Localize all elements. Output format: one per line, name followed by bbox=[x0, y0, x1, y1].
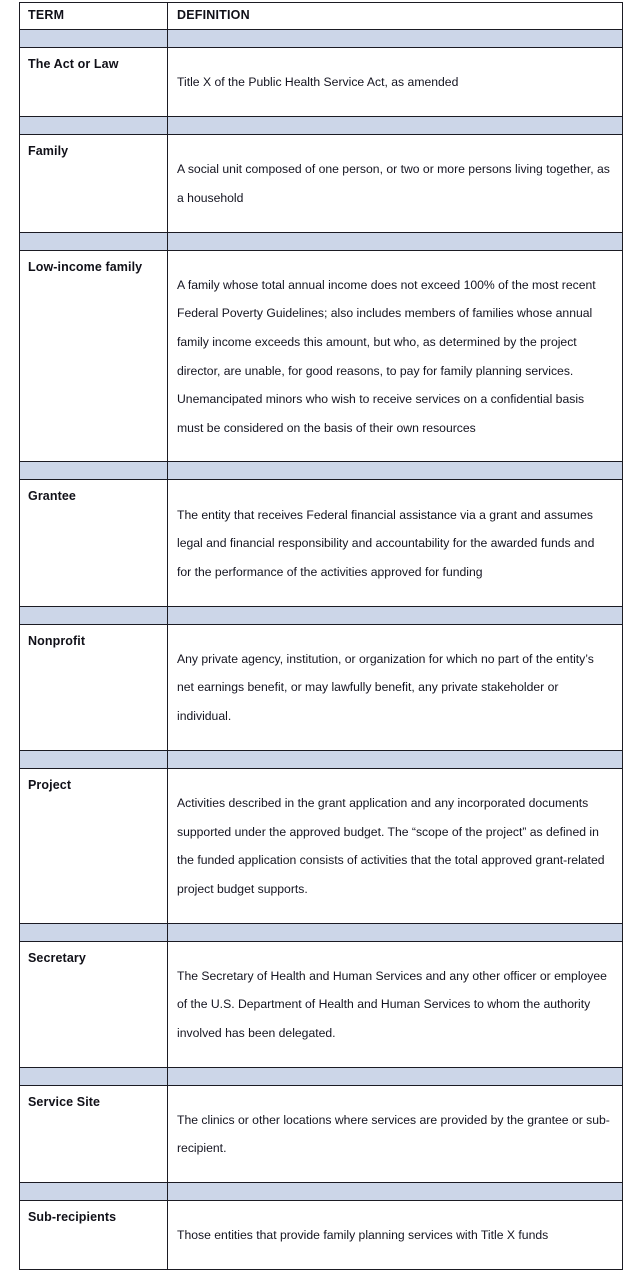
column-header-definition bbox=[168, 3, 623, 30]
term-label: Service Site bbox=[28, 1094, 101, 1109]
spacer-row bbox=[20, 30, 623, 48]
table-row bbox=[20, 48, 623, 117]
definition-text: Title X of the Public Health Service Act, as amended bbox=[177, 75, 459, 90]
term-label: The Act or Law bbox=[28, 57, 119, 71]
term-cell bbox=[20, 134, 168, 232]
term-cell bbox=[20, 768, 168, 923]
definition-cell bbox=[168, 1085, 623, 1183]
column-header-definition-label: DEFINITION bbox=[177, 8, 250, 22]
spacer-cell-term bbox=[20, 30, 168, 48]
definition-cell bbox=[168, 941, 623, 1067]
spacer-cell-definition bbox=[168, 232, 623, 250]
definition-cell bbox=[168, 480, 623, 606]
definition-text: A social unit composed of one person, or two or more persons living together, as a household bbox=[177, 162, 610, 205]
term-cell bbox=[20, 1201, 168, 1270]
spacer-cell-definition bbox=[168, 606, 623, 624]
definition-cell bbox=[168, 768, 623, 923]
term-label: Sub-recipients bbox=[28, 1210, 117, 1225]
spacer-cell-term bbox=[20, 923, 168, 941]
spacer-row bbox=[20, 923, 623, 941]
table-header-row bbox=[20, 3, 623, 30]
definition-text: The clinics or other locations where services are provided by the grantee or sub-recipient. bbox=[177, 1112, 610, 1156]
spacer-cell-definition bbox=[168, 116, 623, 134]
definition-cell bbox=[168, 48, 623, 117]
spacer-row bbox=[20, 1183, 623, 1201]
spacer-cell-definition bbox=[168, 750, 623, 768]
spacer-row bbox=[20, 606, 623, 624]
spacer-cell-term bbox=[20, 116, 168, 134]
spacer-cell-term bbox=[20, 232, 168, 250]
table-row bbox=[20, 134, 623, 232]
spacer-row bbox=[20, 116, 623, 134]
spacer-cell-definition bbox=[168, 462, 623, 480]
term-cell bbox=[20, 250, 168, 462]
spacer-row bbox=[20, 1067, 623, 1085]
definition-text: A family whose total annual income does not exceed 100% of the most recent Federal Poverty Guidelines; also includes members of families whose annual family income exceeds this amount, but who, as determined by the project director, are unable, for good reasons, to pay for family planning services. Unemancipated minors who wish to receive services on a confidential basis must be considered on the basis of their own resources bbox=[177, 277, 596, 435]
table-row bbox=[20, 941, 623, 1067]
table-row bbox=[20, 480, 623, 606]
term-label: Secretary bbox=[28, 950, 86, 965]
term-label: Grantee bbox=[28, 489, 76, 504]
column-header-term-label: TERM bbox=[28, 8, 65, 22]
definition-text: The Secretary of Health and Human Services and any other officer or employee of the U.S. Department of Health and Human Services to whom the authority involved has been delegated. bbox=[177, 968, 607, 1040]
spacer-row bbox=[20, 232, 623, 250]
spacer-cell-term bbox=[20, 1183, 168, 1201]
term-label: Family bbox=[28, 143, 69, 158]
table-row bbox=[20, 768, 623, 923]
spacer-cell-term bbox=[20, 606, 168, 624]
glossary-table bbox=[19, 2, 623, 1270]
definition-text: Any private agency, institution, or organization for which no part of the entity’s net earnings benefit, or may lawfully benefit, any private stakeholder or individual. bbox=[177, 651, 594, 723]
definition-cell bbox=[168, 624, 623, 750]
table-row bbox=[20, 624, 623, 750]
table-body bbox=[20, 30, 623, 1270]
term-label: Project bbox=[28, 777, 72, 792]
term-cell bbox=[20, 941, 168, 1067]
table-row bbox=[20, 1085, 623, 1183]
definition-cell bbox=[168, 1201, 623, 1270]
column-header-term bbox=[20, 3, 168, 30]
spacer-cell-definition bbox=[168, 1067, 623, 1085]
spacer-cell-definition bbox=[168, 30, 623, 48]
spacer-cell-term bbox=[20, 462, 168, 480]
definition-text: Activities described in the grant application and any incorporated documents supported under the approved budget. The “scope of the project” as defined in the funded application consists of activities that the total approved grant-related project budget supports. bbox=[177, 795, 605, 896]
definition-cell bbox=[168, 134, 623, 232]
term-cell bbox=[20, 624, 168, 750]
table-header bbox=[20, 3, 623, 30]
spacer-cell-definition bbox=[168, 923, 623, 941]
spacer-cell-definition bbox=[168, 1183, 623, 1201]
spacer-row bbox=[20, 750, 623, 768]
spacer-row bbox=[20, 462, 623, 480]
table-row bbox=[20, 1201, 623, 1270]
term-label: Low-income family bbox=[28, 259, 143, 274]
definition-text: Those entities that provide family planning services with Title X funds bbox=[177, 1228, 549, 1243]
definition-text: The entity that receives Federal financial assistance via a grant and assumes legal and financial responsibility and accountability for the awarded funds and for the performance of the activities approved for funding bbox=[177, 507, 595, 579]
term-cell bbox=[20, 1085, 168, 1183]
spacer-cell-term bbox=[20, 750, 168, 768]
term-cell bbox=[20, 48, 168, 117]
definition-cell bbox=[168, 250, 623, 462]
term-label: Nonprofit bbox=[28, 633, 86, 648]
table-row bbox=[20, 250, 623, 462]
term-cell bbox=[20, 480, 168, 606]
spacer-cell-term bbox=[20, 1067, 168, 1085]
